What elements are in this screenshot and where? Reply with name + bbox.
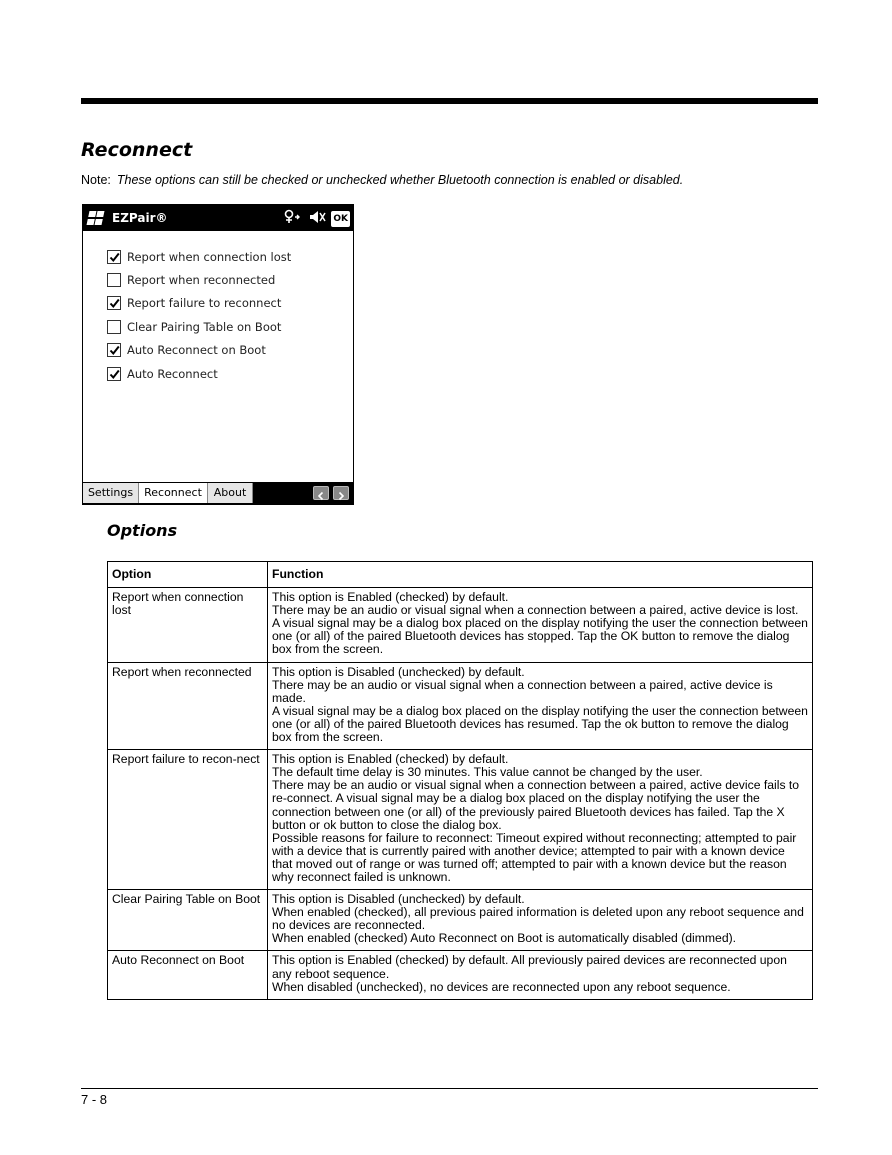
option-cell: Auto Reconnect on Boot <box>108 951 268 999</box>
checkbox-report-reconnected[interactable] <box>107 273 121 287</box>
tab-bar <box>83 482 353 504</box>
function-line: A visual signal may be a dialog box placed on the display notifying the user the connection between one (or all) of the paired Bluetooth devices has stopped. Tap the OK button to remove the dialog box from the screen. <box>272 616 808 657</box>
option-row[interactable] <box>107 362 353 385</box>
table-row <box>108 750 813 890</box>
option-label: Auto Reconnect <box>127 366 218 381</box>
bluetooth-connectivity-icon[interactable] <box>283 209 303 229</box>
checkbox-auto-reconnect-boot[interactable] <box>107 343 121 357</box>
option-cell: Report when connection lost <box>108 588 268 662</box>
tab-reconnect[interactable]: Reconnect <box>139 483 208 503</box>
ok-button[interactable]: OK <box>331 211 350 227</box>
checkmark-icon <box>108 344 121 357</box>
header-option: Option <box>108 562 268 588</box>
tab-about[interactable]: About <box>208 483 253 503</box>
option-label: Report when reconnected <box>127 273 276 288</box>
option-label: Clear Pairing Table on Boot <box>127 319 282 334</box>
section-title: Reconnect <box>81 139 193 161</box>
ezpair-screenshot <box>82 204 354 505</box>
note-label: Note: <box>81 173 111 187</box>
checkbox-auto-reconnect[interactable] <box>107 367 121 381</box>
option-row[interactable] <box>107 292 353 315</box>
table-row <box>108 890 813 951</box>
function-line: There may be an audio or visual signal when a connection between a paired, active device fails to re-connect. A visual signal may be a dialog box placed on the display notifying the user the connection between one (or all) of the previously paired Bluetooth devices has failed. Tap the X button or ok button to close the dialog box. <box>272 778 800 832</box>
function-line: When enabled (checked), all previous paired information is deleted upon any reboot sequence and no devices are reconnected. <box>272 905 804 933</box>
scroll-right-button[interactable] <box>333 486 349 500</box>
table-row <box>108 588 813 662</box>
option-row[interactable] <box>107 268 353 291</box>
option-cell: Clear Pairing Table on Boot <box>108 890 268 951</box>
function-line: A visual signal may be a dialog box placed on the display notifying the user the connection between one (or all) of the paired Bluetooth devices has resumed. Tap the ok button to remove the dialog box from the screen. <box>272 703 808 745</box>
checkmark-icon <box>108 368 121 381</box>
function-line: Possible reasons for failure to reconnect: Timeout expired without reconnecting; attempted to pair with a device that is currently paired with another device; attempted to pair with a known device that moved out of range or was turned off; attempted to pair with a known device but the reason why reconnect failed is unknown. <box>272 830 797 884</box>
option-row[interactable] <box>107 315 353 338</box>
checkbox-report-failure[interactable] <box>107 296 121 310</box>
function-line: The default time delay is 30 minutes. This value cannot be changed by the user. <box>272 765 703 780</box>
reconnect-options-list <box>83 231 353 385</box>
table-row <box>108 951 813 999</box>
note <box>81 173 683 187</box>
option-cell: Report failure to recon-nect <box>108 750 268 890</box>
options-table <box>107 561 813 1000</box>
function-cell <box>268 750 813 890</box>
checkbox-clear-pairing-table[interactable] <box>107 320 121 334</box>
function-line: This option is Enabled (checked) by default. <box>272 590 509 605</box>
scroll-left-button[interactable] <box>313 486 329 500</box>
function-line: When enabled (checked) Auto Reconnect on Boot is automatically disabled (dimmed). <box>272 931 737 946</box>
right-arrow-icon <box>334 490 348 502</box>
tab-settings[interactable]: Settings <box>83 483 139 503</box>
left-arrow-icon <box>314 490 328 502</box>
table-row <box>108 662 813 750</box>
options-heading: Options <box>107 521 178 540</box>
note-text: These options can still be checked or unchecked whether Bluetooth connection is enabled or disabled. <box>116 173 684 187</box>
option-label: Report when connection lost <box>127 249 292 264</box>
function-line: This option is Enabled (checked) by default. <box>272 752 509 767</box>
checkbox-report-connection-lost[interactable] <box>107 250 121 264</box>
option-row[interactable] <box>107 245 353 268</box>
function-cell <box>268 951 813 999</box>
function-line: This option is Disabled (unchecked) by default. <box>272 892 525 907</box>
speaker-muted-icon[interactable] <box>308 209 326 229</box>
option-label: Report failure to reconnect <box>127 296 282 311</box>
title-bar <box>83 205 353 231</box>
option-cell: Report when reconnected <box>108 662 268 750</box>
table-header-row <box>108 562 813 588</box>
function-line: This option is Enabled (checked) by default. All previously paired devices are reconnected upon any reboot sequence. <box>272 953 787 981</box>
option-label: Auto Reconnect on Boot <box>127 343 266 358</box>
checkmark-icon <box>108 297 121 310</box>
function-line: There may be an audio or visual signal when a connection between a paired, active device is lost. <box>272 603 799 618</box>
function-cell <box>268 588 813 662</box>
function-line: When disabled (unchecked), no devices are reconnected upon any reboot sequence. <box>272 979 731 994</box>
checkmark-icon <box>108 251 121 264</box>
function-line: There may be an audio or visual signal when a connection between a paired, active device is made. <box>272 677 773 705</box>
bottom-rule <box>81 1088 818 1089</box>
top-rule <box>81 98 818 104</box>
app-title: EZPair® <box>112 211 168 225</box>
page-number: 7 - 8 <box>81 1092 108 1107</box>
function-cell <box>268 662 813 750</box>
option-row[interactable] <box>107 339 353 362</box>
header-function: Function <box>268 562 813 588</box>
function-line: This option is Disabled (unchecked) by default. <box>272 664 525 679</box>
function-cell <box>268 890 813 951</box>
windows-start-icon[interactable] <box>87 211 106 225</box>
title-bar-icons <box>283 209 350 229</box>
